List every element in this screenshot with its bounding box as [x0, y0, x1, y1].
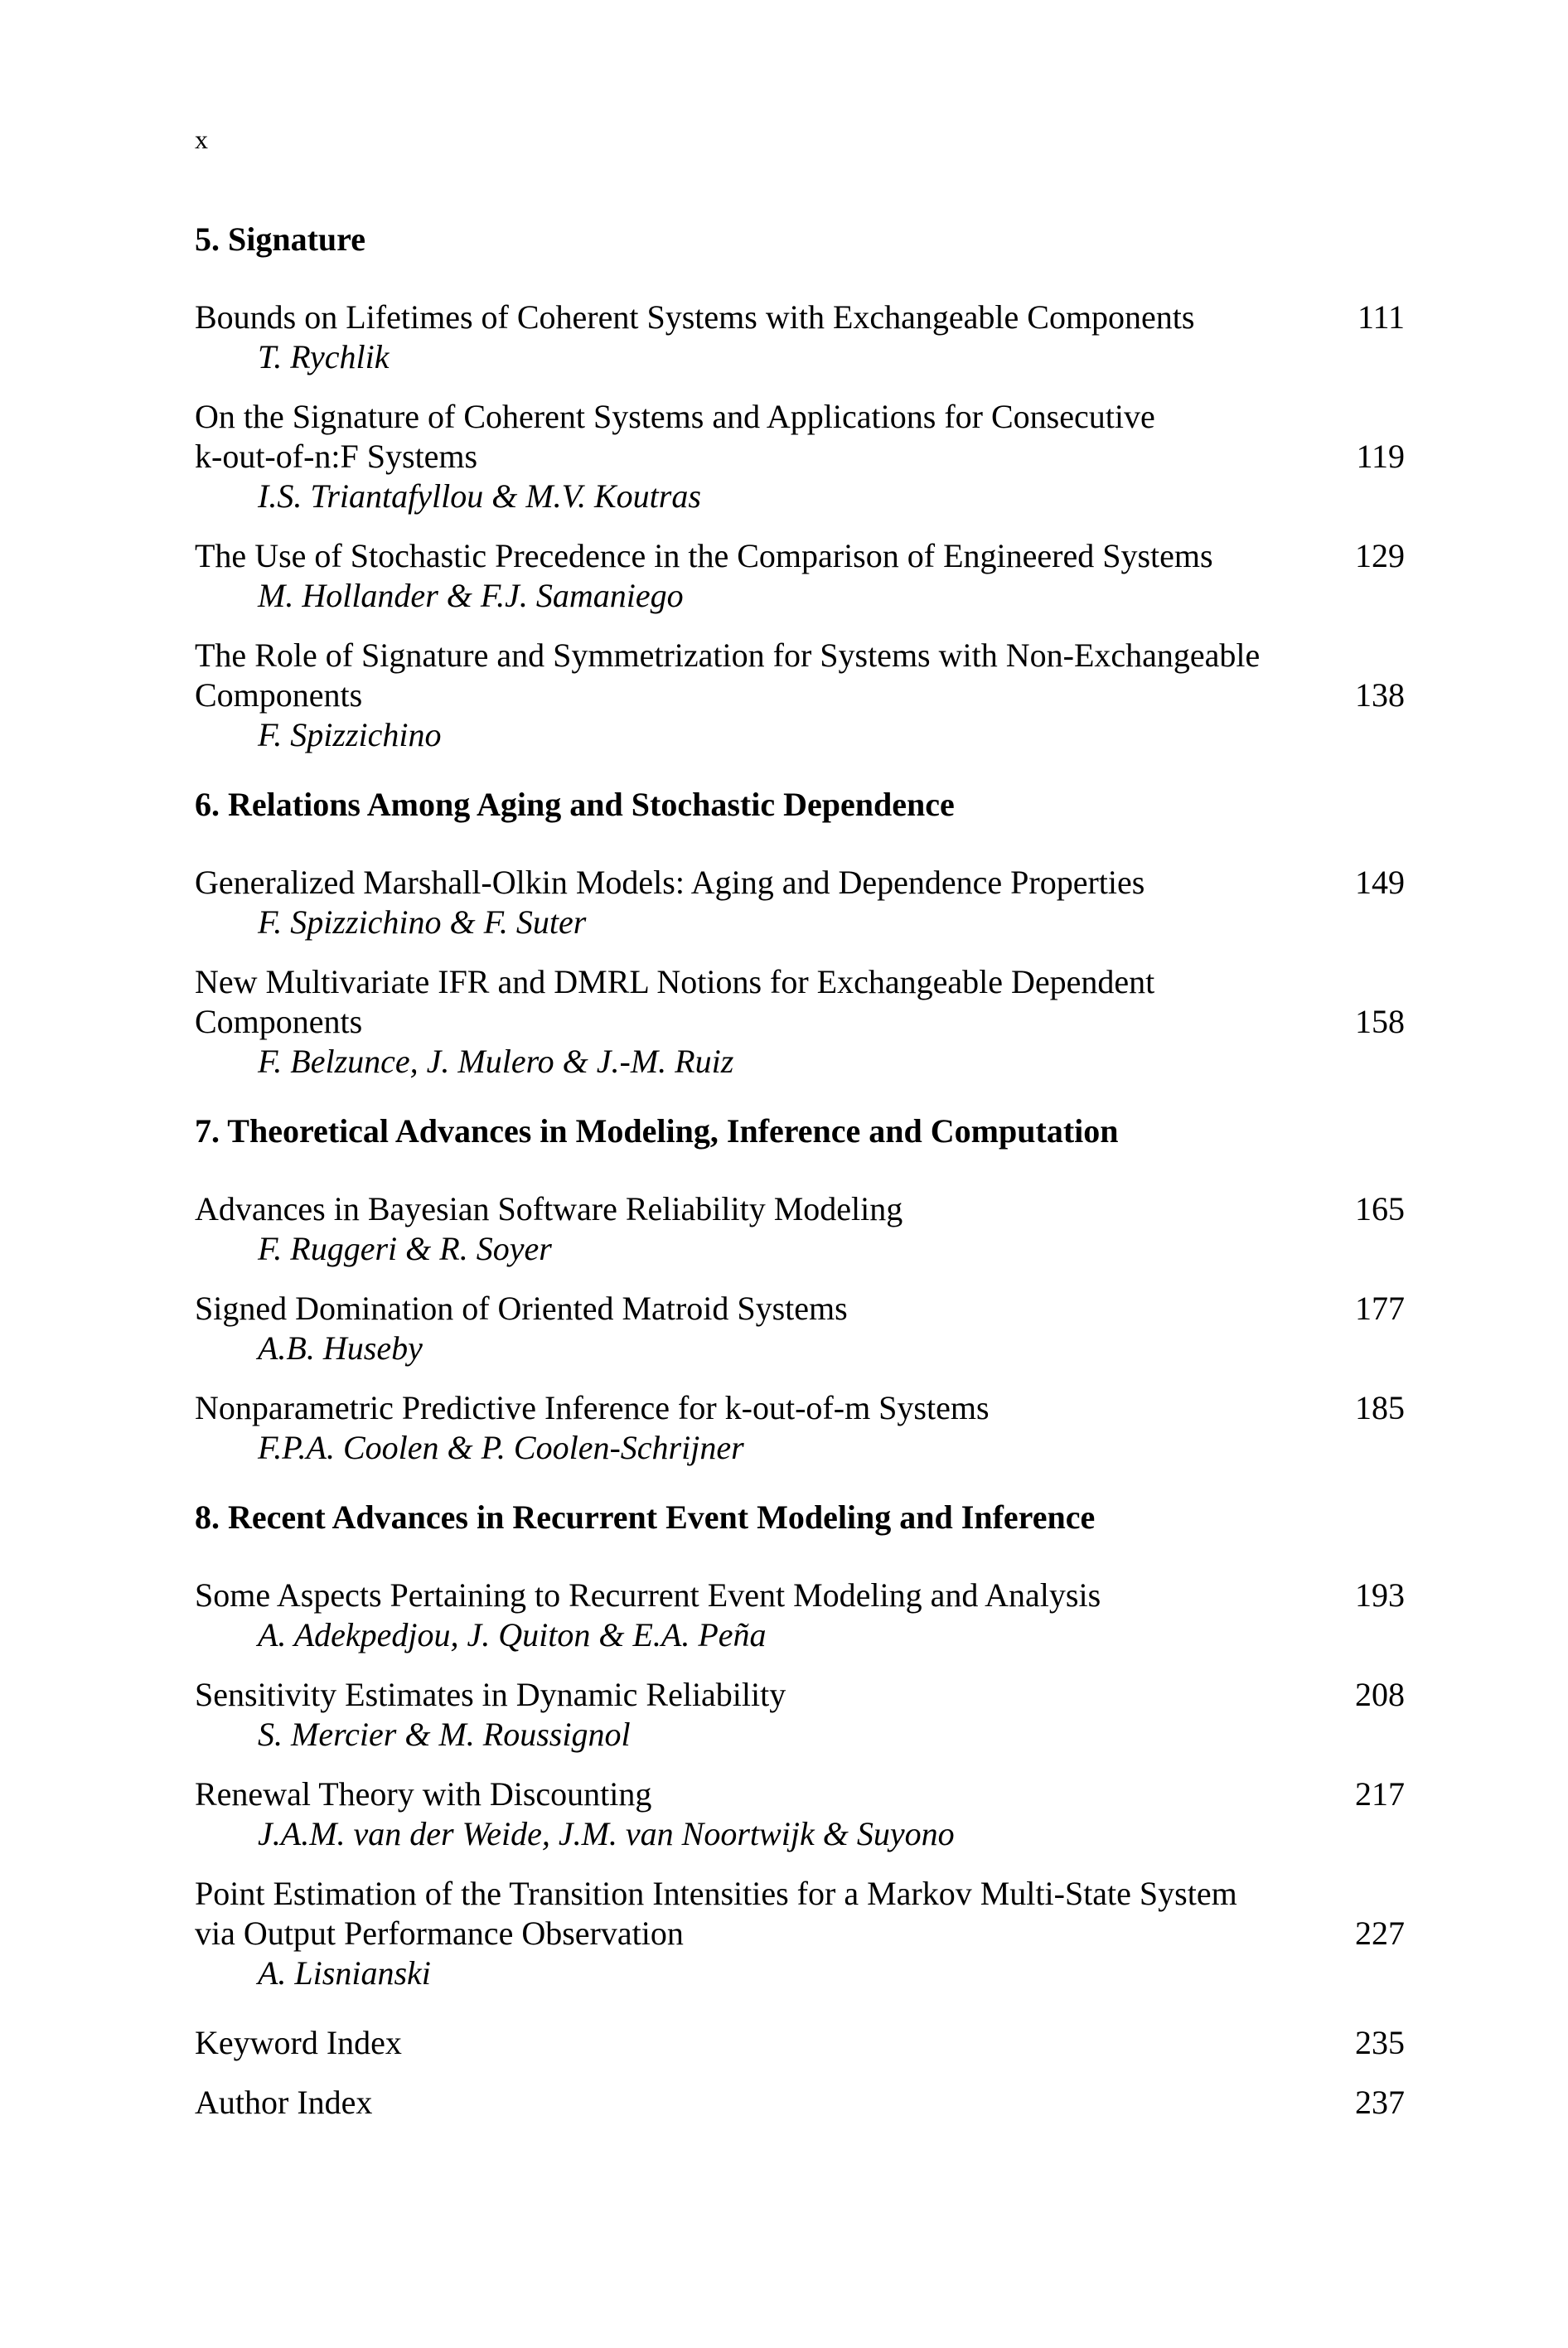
toc-entry[interactable]	[195, 1874, 1405, 1993]
entry-text	[195, 1289, 1338, 1368]
index-entry[interactable]	[195, 2083, 1405, 2123]
entry-text	[195, 1576, 1338, 1655]
index-entry[interactable]	[195, 2023, 1405, 2063]
entry-title-line: k-out-of-n:F Systems	[195, 438, 478, 475]
entry-authors: S. Mercier & M. Roussignol	[258, 1716, 631, 1753]
entry-title-line: Components	[195, 676, 363, 714]
section-entries	[195, 298, 1405, 755]
toc-section	[195, 1111, 1405, 1468]
section-heading: 7. Theoretical Advances in Modeling, Inference and Computation	[195, 1112, 1119, 1150]
entry-title	[195, 863, 1305, 903]
entry-title	[195, 397, 1305, 477]
entry-title	[195, 1388, 1305, 1428]
entry-text	[195, 1388, 1338, 1468]
entry-authors: T. Rychlik	[258, 338, 390, 375]
entry-title-line: The Role of Signature and Symmetrization for Systems with Non-Exchangeable	[195, 637, 1261, 674]
toc-entry[interactable]	[195, 536, 1405, 616]
index-title: Author Index	[195, 2084, 373, 2121]
entry-text	[195, 962, 1338, 1082]
entry-page-number: 158	[1355, 1003, 1405, 1040]
entry-authors: F. Spizzichino & F. Suter	[258, 903, 587, 941]
entry-text	[195, 1189, 1338, 1269]
toc-entry[interactable]	[195, 298, 1405, 377]
entry-title-line: via Output Performance Observation	[195, 1915, 684, 1952]
toc-entry[interactable]	[195, 1388, 1405, 1468]
toc-entry[interactable]	[195, 1675, 1405, 1755]
section-entries	[195, 1189, 1405, 1468]
entry-page-number: 138	[1355, 676, 1405, 714]
entry-title-line: Sensitivity Estimates in Dynamic Reliability	[195, 1676, 786, 1713]
entry-page-number: 111	[1357, 298, 1405, 336]
index-page-number: 237	[1355, 2084, 1405, 2121]
index-title-wrap	[195, 2083, 1338, 2123]
entry-text	[195, 397, 1338, 516]
entry-authors: F. Spizzichino	[258, 716, 442, 753]
index-title-wrap	[195, 2023, 1338, 2063]
toc-entry[interactable]	[195, 397, 1405, 516]
entry-title	[195, 1675, 1305, 1715]
toc-entry[interactable]	[195, 1289, 1405, 1368]
entry-text	[195, 1675, 1338, 1755]
table-of-contents	[195, 220, 1405, 2142]
toc-section	[195, 220, 1405, 755]
toc-entry[interactable]	[195, 962, 1405, 1082]
entry-authors: F. Ruggeri & R. Soyer	[258, 1230, 552, 1267]
entry-title-line: Generalized Marshall-Olkin Models: Aging and Dependence Properties	[195, 864, 1145, 901]
entry-page-number: 193	[1355, 1576, 1405, 1614]
entry-page-number: 149	[1355, 864, 1405, 901]
entry-title	[195, 1576, 1305, 1615]
toc-section	[195, 785, 1405, 1082]
entry-title-line: Renewal Theory with Discounting	[195, 1775, 652, 1813]
entry-text	[195, 1874, 1338, 1993]
entry-title	[195, 636, 1305, 715]
index-page-number: 235	[1355, 2024, 1405, 2061]
entry-title	[195, 1289, 1305, 1329]
entry-page-number: 185	[1355, 1389, 1405, 1426]
entry-page-number: 119	[1356, 438, 1405, 475]
entry-title-line: Signed Domination of Oriented Matroid Systems	[195, 1290, 848, 1327]
toc-entry[interactable]	[195, 1576, 1405, 1655]
section-entries	[195, 863, 1405, 1082]
entry-title-line: On the Signature of Coherent Systems and Applications for Consecutive	[195, 398, 1155, 435]
entry-authors: J.A.M. van der Weide, J.M. van Noortwijk & Suyono	[258, 1815, 955, 1852]
page-number: x	[195, 124, 208, 154]
entry-text	[195, 863, 1338, 942]
entry-page-number: 177	[1355, 1290, 1405, 1327]
entry-text	[195, 1774, 1338, 1854]
section-entries	[195, 1576, 1405, 1993]
section-heading: 5. Signature	[195, 220, 365, 258]
section-heading: 8. Recent Advances in Recurrent Event Modeling and Inference	[195, 1498, 1096, 1536]
entry-title-line: The Use of Stochastic Precedence in the Comparison of Engineered Systems	[195, 537, 1213, 574]
entry-authors: A. Lisnianski	[258, 1954, 431, 1992]
entry-title	[195, 536, 1305, 576]
entry-title-line: Nonparametric Predictive Inference for k-out-of-m Systems	[195, 1389, 990, 1426]
entry-title	[195, 962, 1305, 1042]
entry-title-line: Bounds on Lifetimes of Coherent Systems with Exchangeable Components	[195, 298, 1195, 336]
entry-title	[195, 1189, 1305, 1229]
entry-title	[195, 298, 1305, 337]
index-entries	[195, 2023, 1405, 2123]
entry-title-line: New Multivariate IFR and DMRL Notions for Exchangeable Dependent	[195, 963, 1155, 1000]
entry-text	[195, 298, 1338, 377]
toc-entry[interactable]	[195, 1189, 1405, 1269]
index-title: Keyword Index	[195, 2024, 402, 2061]
entry-authors: F. Belzunce, J. Mulero & J.-M. Ruiz	[258, 1043, 734, 1080]
toc-entry[interactable]	[195, 1774, 1405, 1854]
entry-page-number: 129	[1355, 537, 1405, 574]
entry-page-number: 208	[1355, 1676, 1405, 1713]
entry-page-number: 165	[1355, 1190, 1405, 1227]
entry-title-line: Advances in Bayesian Software Reliability Modeling	[195, 1190, 903, 1227]
entry-authors: M. Hollander & F.J. Samaniego	[258, 577, 684, 614]
entry-authors: A.B. Huseby	[258, 1329, 423, 1367]
entry-text	[195, 536, 1338, 616]
entry-authors: I.S. Triantafyllou & M.V. Koutras	[258, 477, 701, 515]
entry-page-number: 227	[1355, 1915, 1405, 1952]
entry-title-line: Components	[195, 1003, 363, 1040]
entry-title-line: Some Aspects Pertaining to Recurrent Event Modeling and Analysis	[195, 1576, 1101, 1614]
toc-entry[interactable]	[195, 636, 1405, 755]
entry-title-line: Point Estimation of the Transition Intensities for a Markov Multi-State System	[195, 1875, 1237, 1912]
entry-title	[195, 1874, 1305, 1953]
toc-entry[interactable]	[195, 863, 1405, 942]
entry-title	[195, 1774, 1305, 1814]
entry-text	[195, 636, 1338, 755]
entry-authors: A. Adekpedjou, J. Quiton & E.A. Peña	[258, 1616, 767, 1653]
section-heading: 6. Relations Among Aging and Stochastic Dependence	[195, 786, 955, 823]
entry-page-number: 217	[1355, 1775, 1405, 1813]
entry-authors: F.P.A. Coolen & P. Coolen-Schrijner	[258, 1429, 744, 1466]
toc-section	[195, 1498, 1405, 1993]
